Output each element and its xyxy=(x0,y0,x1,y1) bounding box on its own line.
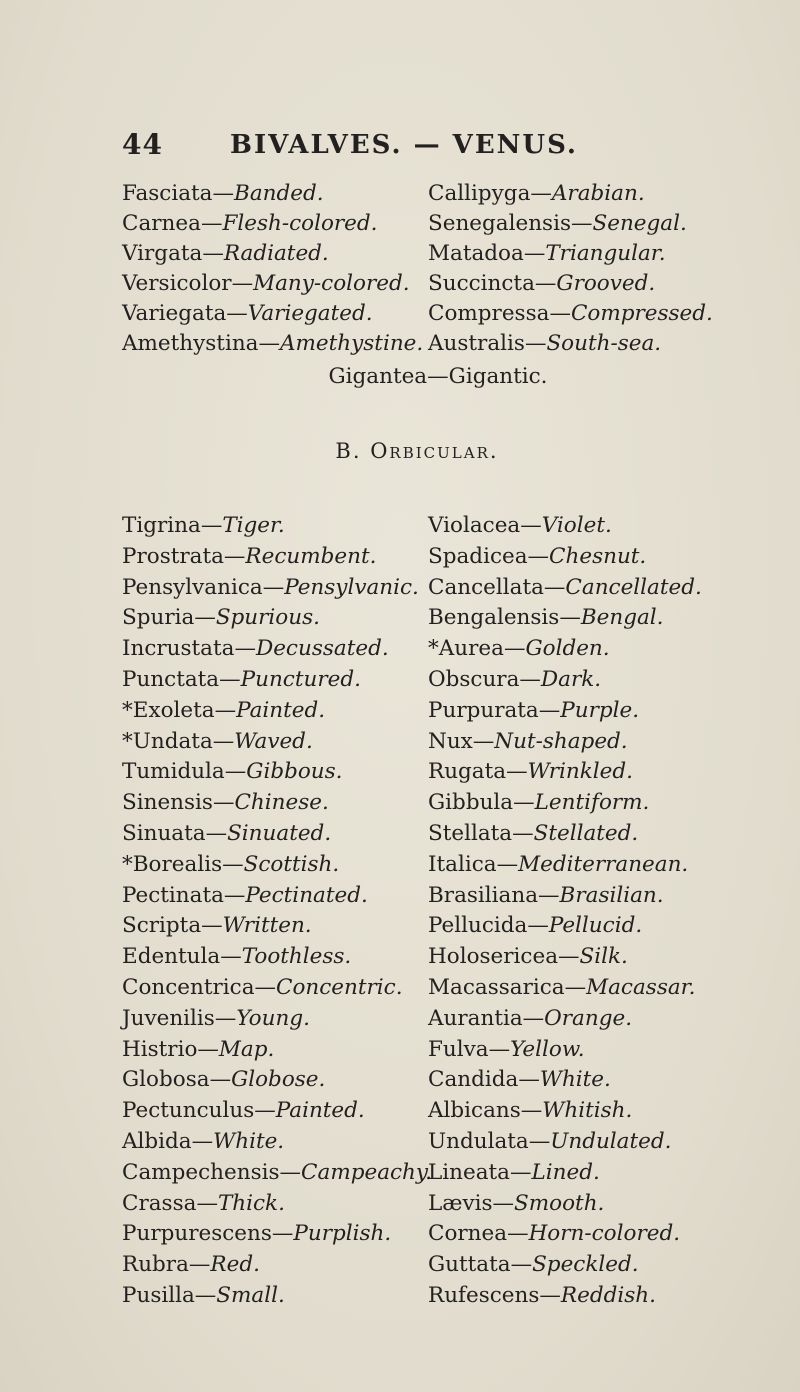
species-english: White. xyxy=(539,1067,611,1093)
species-entry xyxy=(122,757,432,788)
species-english: White. xyxy=(213,1128,285,1154)
species-entry xyxy=(122,634,432,665)
species-english: Macassar. xyxy=(586,974,696,1000)
species-latin: Juvenilis xyxy=(122,1005,215,1031)
dash-separator: — xyxy=(472,728,495,754)
species-entry xyxy=(122,299,423,329)
dash-separator: — xyxy=(212,181,235,206)
species-english: Variegated. xyxy=(247,301,373,326)
species-latin: Incrustata xyxy=(122,636,235,662)
dash-separator: — xyxy=(262,574,285,600)
species-latin: Cornea xyxy=(428,1221,508,1247)
species-entry xyxy=(428,1219,702,1250)
species-entry xyxy=(428,1096,702,1127)
species-latin: Fasciata xyxy=(122,181,213,206)
dash-separator: — xyxy=(212,728,235,754)
species-english: Decussated. xyxy=(255,636,389,662)
species-entry xyxy=(428,1004,702,1035)
species-latin: Candida xyxy=(428,1067,519,1093)
species-english: Chesnut. xyxy=(549,543,647,569)
species-latin: Pensylvanica xyxy=(122,574,263,600)
dash-separator: — xyxy=(496,851,519,877)
species-english: Small. xyxy=(216,1282,285,1308)
species-latin: *Aurea xyxy=(428,636,504,662)
species-english: Pellucid. xyxy=(548,913,643,939)
species-english: Toothless. xyxy=(241,944,352,970)
dash-separator: — xyxy=(523,241,546,266)
species-latin: Undulata xyxy=(428,1128,529,1154)
species-entry xyxy=(428,603,702,634)
dash-separator: — xyxy=(549,301,571,326)
species-latin: Pectunculus xyxy=(122,1098,255,1124)
dash-separator: — xyxy=(214,1005,237,1031)
species-entry xyxy=(428,881,702,912)
species-latin: Virgata xyxy=(122,241,203,266)
species-english: Wrinkled. xyxy=(527,759,633,785)
species-english: Arabian. xyxy=(551,181,645,206)
species-latin: Macassarica xyxy=(428,974,565,1000)
species-latin: Purpurescens xyxy=(122,1221,272,1247)
species-latin: Punctata xyxy=(122,666,220,692)
species-latin: Scripta xyxy=(122,913,202,939)
species-latin: Pectinata xyxy=(122,882,224,908)
species-entry xyxy=(122,269,423,299)
species-entry xyxy=(122,511,432,542)
species-latin: Spuria xyxy=(122,605,195,631)
species-english: Undulated. xyxy=(550,1128,672,1154)
species-entry xyxy=(428,727,702,758)
dash-separator: — xyxy=(530,181,552,206)
species-latin: Callipyga xyxy=(428,181,531,206)
dash-separator: — xyxy=(488,1036,511,1062)
species-latin: Rugata xyxy=(428,759,507,785)
page-header xyxy=(0,128,800,168)
dash-separator: — xyxy=(522,1005,545,1031)
species-english: Mediterranean. xyxy=(518,851,689,877)
dash-separator: — xyxy=(503,636,526,662)
dash-separator: — xyxy=(564,974,587,1000)
species-latin: Sinuata xyxy=(122,820,206,846)
species-entry xyxy=(122,881,432,912)
species-latin: Tigrina xyxy=(122,513,201,538)
species-english: Concentric. xyxy=(276,974,403,1000)
species-latin: Globosa xyxy=(122,1067,210,1093)
species-latin: Obscura xyxy=(428,666,520,692)
species-latin: Fulva xyxy=(428,1036,489,1062)
section2-right-column xyxy=(428,511,702,1312)
species-entry xyxy=(122,1281,432,1312)
dash-separator: — xyxy=(234,636,256,662)
dash-separator: — xyxy=(194,605,216,631)
species-english: Pectinated. xyxy=(245,882,368,908)
species-latin: Concentrica xyxy=(122,974,255,1000)
species-english: Bengal. xyxy=(580,605,664,631)
dash-separator: — xyxy=(539,1282,561,1308)
species-entry xyxy=(122,603,432,634)
dash-separator: — xyxy=(520,513,542,538)
species-latin: *Undata xyxy=(122,728,213,754)
species-entry xyxy=(428,850,702,881)
species-english: Red. xyxy=(210,1252,260,1278)
species-entry xyxy=(428,1250,702,1281)
dash-separator: — xyxy=(506,759,528,785)
dash-separator: — xyxy=(507,1221,529,1247)
species-latin: Variegata xyxy=(122,301,227,326)
species-entry xyxy=(122,542,432,573)
species-english: Yellow. xyxy=(510,1036,585,1062)
species-english: Compressed. xyxy=(570,301,713,326)
dash-separator: — xyxy=(231,271,254,296)
species-latin: Holosericea xyxy=(428,944,559,970)
species-english: Triangular. xyxy=(545,241,666,266)
species-latin: Stellata xyxy=(428,820,513,846)
species-latin: Italica xyxy=(428,851,497,877)
section-letter: B. xyxy=(335,439,362,463)
species-english: Golden. xyxy=(525,636,610,662)
species-entry xyxy=(428,942,702,973)
species-latin: Tumidula xyxy=(122,759,225,785)
species-english: Reddish. xyxy=(560,1282,656,1308)
species-entry xyxy=(122,239,423,269)
species-latin: Sinensis xyxy=(122,790,213,816)
species-latin: *Exoleta xyxy=(122,697,215,723)
species-entry xyxy=(122,1219,432,1250)
species-latin: Campechensis xyxy=(122,1159,280,1185)
species-latin: Prostrata xyxy=(122,543,224,569)
section1-left-column xyxy=(122,179,423,359)
dash-separator: — xyxy=(492,1190,515,1216)
dash-separator: — xyxy=(512,820,534,846)
species-entry xyxy=(122,727,432,758)
dash-separator: — xyxy=(510,1252,533,1278)
species-english: Waved. xyxy=(234,728,313,754)
species-english: Written. xyxy=(222,913,312,939)
species-latin: Pellucida xyxy=(428,913,528,939)
species-latin: Brasiliana xyxy=(428,882,539,908)
dash-separator: — xyxy=(194,1282,217,1308)
species-english: Flesh-colored. xyxy=(222,211,378,236)
species-english: Painted. xyxy=(236,697,326,723)
species-latin: Nux xyxy=(428,728,473,754)
dash-separator: — xyxy=(223,882,246,908)
species-english: Chinese. xyxy=(234,790,329,816)
section-title: Orbicular. xyxy=(370,439,499,463)
dash-separator: — xyxy=(196,1190,218,1216)
species-entry xyxy=(428,1281,702,1312)
species-latin: *Borealis xyxy=(122,851,223,877)
species-entry xyxy=(122,1250,432,1281)
species-english: Purple. xyxy=(560,697,640,723)
species-latin: Succincta xyxy=(428,271,535,296)
species-english: Young. xyxy=(236,1005,310,1031)
dash-separator: — xyxy=(188,1252,211,1278)
section-heading xyxy=(0,436,800,466)
centered-entry xyxy=(0,362,800,392)
dash-separator: — xyxy=(543,574,566,600)
species-latin: Senegalensis xyxy=(428,211,571,236)
species-entry xyxy=(428,757,702,788)
dash-separator: — xyxy=(202,241,224,266)
dash-separator: — xyxy=(558,944,580,970)
species-english: Pensylvanic. xyxy=(284,574,419,600)
species-latin: Albida xyxy=(122,1128,192,1154)
species-entry xyxy=(122,665,432,696)
species-english: Scottish. xyxy=(243,851,340,877)
dash-separator: — xyxy=(528,1128,551,1154)
species-english: Map. xyxy=(218,1036,275,1062)
species-english: Many-colored. xyxy=(253,271,410,296)
dash-separator: — xyxy=(559,605,581,631)
species-english: Dark. xyxy=(540,666,602,692)
species-latin: Compressa xyxy=(428,301,550,326)
species-entry xyxy=(122,1065,432,1096)
species-english: Speckled. xyxy=(532,1252,639,1278)
species-latin: Amethystina xyxy=(122,331,259,356)
dash-separator: — xyxy=(223,543,246,569)
dash-separator: — xyxy=(527,913,549,939)
species-entry xyxy=(428,239,713,269)
species-latin: Edentula xyxy=(122,944,221,970)
species-entry xyxy=(428,299,713,329)
dash-separator: — xyxy=(219,666,241,692)
species-english: Purplish. xyxy=(293,1221,392,1247)
species-english: Banded. xyxy=(234,181,324,206)
species-latin: Albicans xyxy=(428,1098,521,1124)
species-latin: Cancellata xyxy=(428,574,544,600)
species-latin: Guttata xyxy=(428,1252,511,1278)
dash-separator: — xyxy=(534,271,557,296)
dash-separator: — xyxy=(538,697,561,723)
species-entry xyxy=(428,329,713,359)
species-entry xyxy=(428,1189,702,1220)
species-english: Whitish. xyxy=(542,1098,633,1124)
species-entry xyxy=(122,179,423,209)
species-latin: Crassa xyxy=(122,1190,197,1216)
species-english: Lined. xyxy=(531,1159,600,1185)
species-english: Stellated. xyxy=(533,820,639,846)
species-latin: Histrio xyxy=(122,1036,198,1062)
species-latin: Rufescens xyxy=(428,1282,540,1308)
dash-separator: — xyxy=(279,1159,302,1185)
species-entry xyxy=(428,788,702,819)
species-entry xyxy=(428,696,702,727)
species-latin: Violacea xyxy=(428,513,521,538)
species-english: Brasilian. xyxy=(559,882,664,908)
dash-separator: — xyxy=(214,697,237,723)
dash-separator: — xyxy=(226,301,248,326)
species-english: Thick. xyxy=(217,1190,285,1216)
species-english: Lentiform. xyxy=(534,790,650,816)
species-english: Globose. xyxy=(231,1067,326,1093)
species-english: Cancellated. xyxy=(565,574,702,600)
species-latin: Purpurata xyxy=(428,697,539,723)
species-entry xyxy=(122,329,423,359)
species-entry xyxy=(428,1035,702,1066)
dash-separator: — xyxy=(258,331,280,356)
species-english: Violet. xyxy=(541,513,612,538)
species-entry xyxy=(122,573,432,604)
species-english: Campeachy. xyxy=(301,1159,433,1185)
dash-separator: — xyxy=(519,666,541,692)
dash-separator: — xyxy=(513,790,535,816)
species-english: Horn-colored. xyxy=(528,1221,681,1247)
dash-separator: — xyxy=(205,820,228,846)
species-english: Sinuated. xyxy=(227,820,332,846)
species-english: Nut-shaped. xyxy=(494,728,628,754)
species-latin: Pusilla xyxy=(122,1282,195,1308)
page-number: 44 xyxy=(122,128,163,161)
species-latin: Versicolor xyxy=(122,271,232,296)
species-entry xyxy=(122,1096,432,1127)
species-latin: Spadicea xyxy=(428,543,528,569)
species-entry xyxy=(122,209,423,239)
dash-separator: — xyxy=(200,211,223,236)
species-entry xyxy=(428,542,702,573)
dash-separator: — xyxy=(254,974,277,1000)
species-entry xyxy=(122,819,432,850)
species-english: Smooth. xyxy=(514,1190,605,1216)
species-entry xyxy=(428,573,702,604)
dash-separator: — xyxy=(197,1036,219,1062)
species-entry xyxy=(428,209,713,239)
dash-separator: — xyxy=(520,1098,543,1124)
dash-separator: — xyxy=(220,944,242,970)
species-english: Senegal. xyxy=(592,211,687,236)
species-latin: Lineata xyxy=(428,1159,511,1185)
species-entry xyxy=(428,1158,702,1189)
species-entry xyxy=(122,1035,432,1066)
species-entry xyxy=(122,1189,432,1220)
species-english: Silk. xyxy=(579,944,628,970)
dash-separator: — xyxy=(254,1098,276,1124)
species-entry xyxy=(428,634,702,665)
dash-separator: — xyxy=(191,1128,214,1154)
species-latin: Gigantea xyxy=(328,364,428,389)
running-head: BIVALVES. — VENUS. xyxy=(230,130,578,160)
species-entry xyxy=(428,911,702,942)
species-latin: Lævis xyxy=(428,1190,493,1216)
species-english: Gigantic. xyxy=(448,364,548,389)
species-entry xyxy=(122,1127,432,1158)
dash-separator: — xyxy=(224,759,247,785)
species-entry xyxy=(428,665,702,696)
species-latin: Matadoa xyxy=(428,241,524,266)
species-latin: Carnea xyxy=(122,211,201,236)
species-english: South-sea. xyxy=(546,331,662,356)
dash-separator: — xyxy=(518,1067,540,1093)
dash-separator: — xyxy=(427,364,449,389)
species-english: Grooved. xyxy=(556,271,656,296)
dash-separator: — xyxy=(209,1067,232,1093)
dash-separator: — xyxy=(571,211,593,236)
species-english: Gibbous. xyxy=(246,759,343,785)
dash-separator: — xyxy=(222,851,244,877)
species-english: Amethystine. xyxy=(280,331,424,356)
species-entry xyxy=(428,511,702,542)
species-entry xyxy=(122,850,432,881)
species-entry xyxy=(122,1158,432,1189)
dash-separator: — xyxy=(271,1221,294,1247)
dash-separator: — xyxy=(527,543,550,569)
species-latin: Aurantia xyxy=(428,1005,523,1031)
species-english: Recumbent. xyxy=(245,543,377,569)
species-english: Orange. xyxy=(544,1005,633,1031)
species-entry xyxy=(428,1127,702,1158)
species-entry xyxy=(428,973,702,1004)
species-entry xyxy=(122,942,432,973)
species-latin: Rubra xyxy=(122,1252,189,1278)
species-entry xyxy=(122,788,432,819)
species-entry xyxy=(122,696,432,727)
species-entry xyxy=(122,973,432,1004)
dash-separator: — xyxy=(524,331,547,356)
dash-separator: — xyxy=(212,790,235,816)
species-english: Painted. xyxy=(275,1098,365,1124)
species-english: Punctured. xyxy=(240,666,361,692)
section1-right-column xyxy=(428,179,713,359)
species-entry xyxy=(428,179,713,209)
dash-separator: — xyxy=(538,882,560,908)
species-latin: Gibbula xyxy=(428,790,514,816)
species-english: Tiger. xyxy=(222,513,285,538)
species-entry xyxy=(428,1065,702,1096)
dash-separator: — xyxy=(201,913,223,939)
species-entry xyxy=(428,819,702,850)
species-english: Radiated. xyxy=(223,241,329,266)
species-english: Spurious. xyxy=(215,605,320,631)
species-entry xyxy=(122,911,432,942)
section2-left-column xyxy=(122,511,432,1312)
dash-separator: — xyxy=(510,1159,532,1185)
species-latin: Bengalensis xyxy=(428,605,560,631)
dash-separator: — xyxy=(200,513,223,538)
species-entry xyxy=(122,1004,432,1035)
species-entry xyxy=(428,269,713,299)
species-latin: Australis xyxy=(428,331,525,356)
